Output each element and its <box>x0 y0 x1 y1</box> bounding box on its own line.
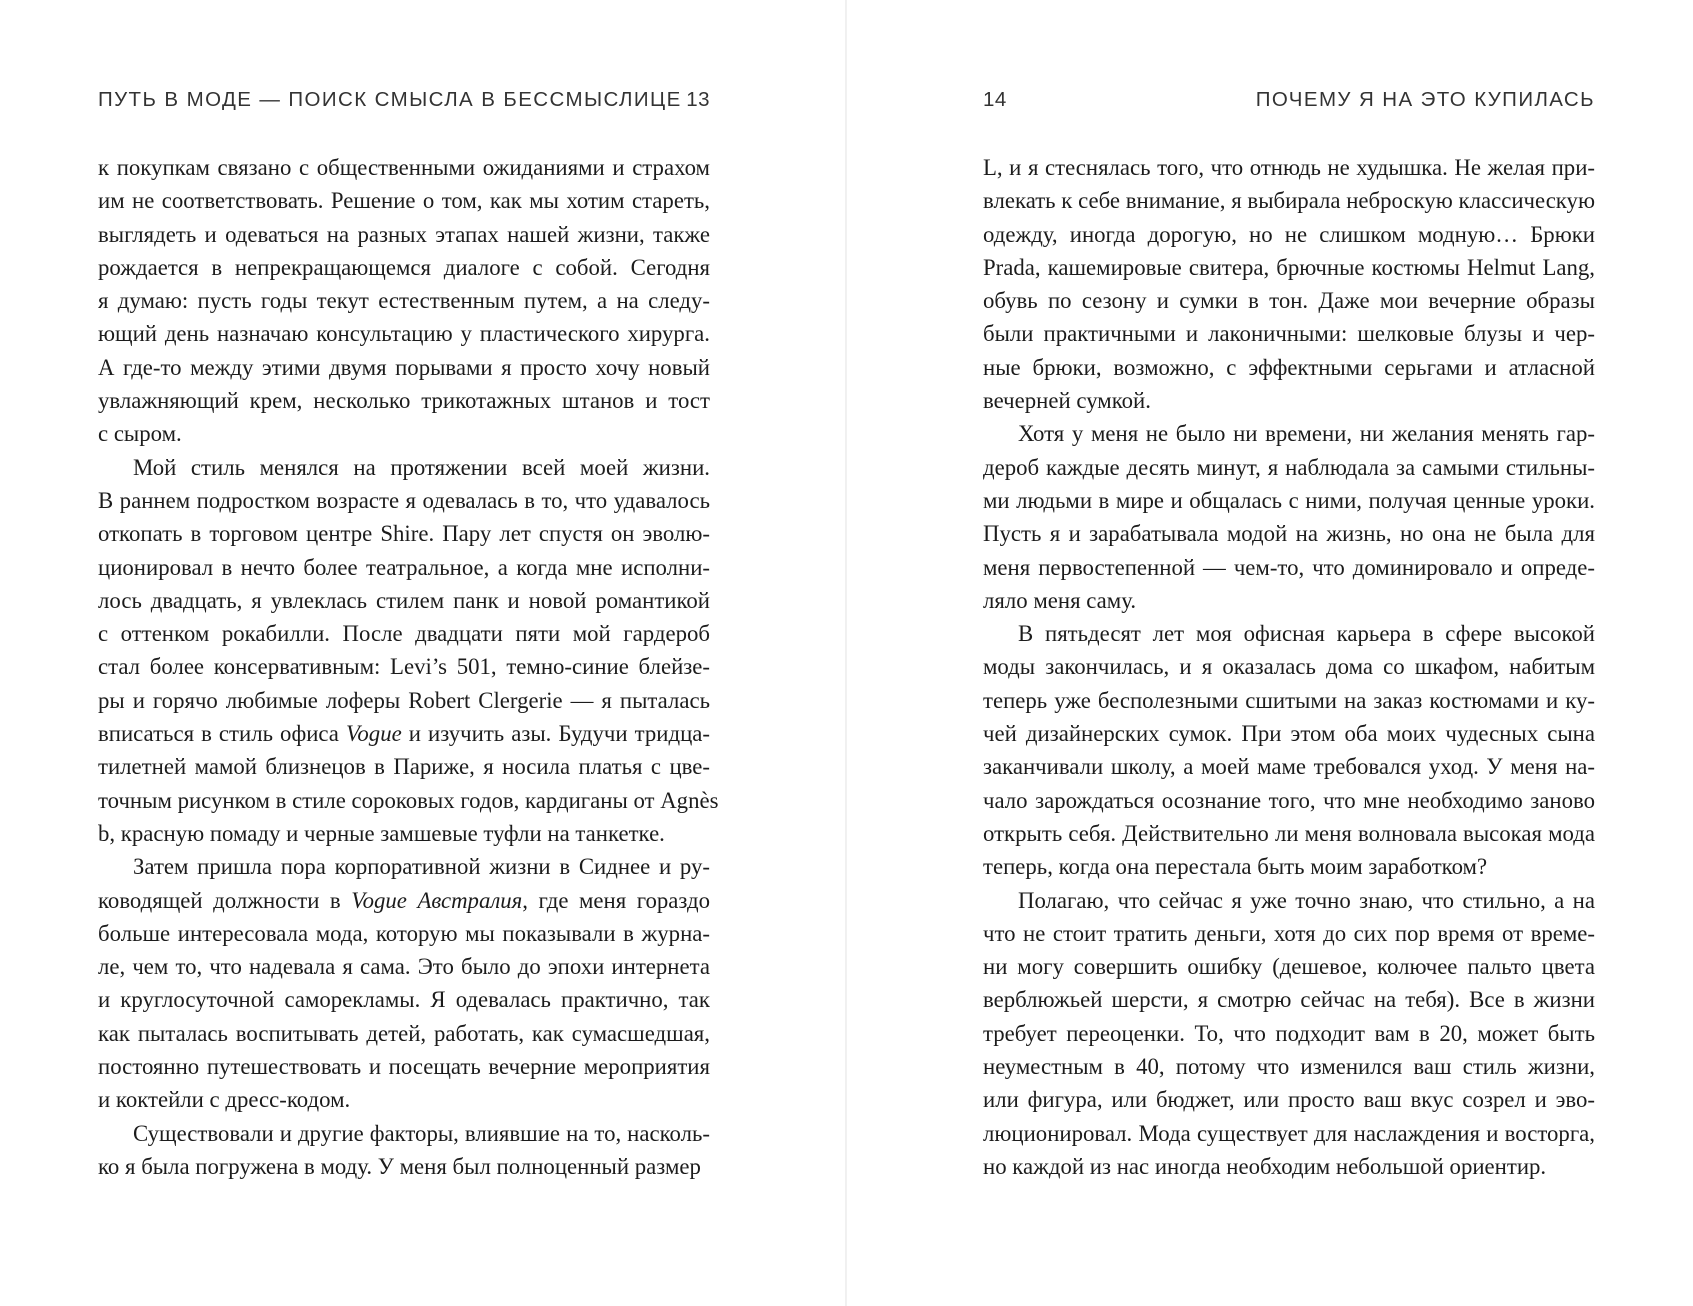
text-line: Prada, кашемировые свитера, брючные костюмы Helmut Lang, <box>983 254 1595 280</box>
text-line: ляло меня саму. <box>983 587 1137 613</box>
text-line: чало зарождаться осознание того, что мне необходимо заново <box>983 787 1595 813</box>
paragraph <box>983 884 1595 1184</box>
right-page <box>983 0 1595 1306</box>
text-line: Мой стиль менялся на протяжении всей моей жизни. <box>133 454 710 480</box>
paragraph <box>983 417 1595 617</box>
text-line: одежду, иногда дорогую, но не слишком модную… Брюки <box>983 221 1595 247</box>
text-line: к покупкам связано с общественными ожиданиями и страхом <box>98 155 710 180</box>
text-line: но каждой из нас иногда необходим небольшой ориентир. <box>983 1153 1547 1179</box>
text-line: А где-то между этими двумя порывами я просто хочу новый <box>98 354 710 380</box>
left-running-head <box>98 88 710 120</box>
text-line: увлажняющий крем, несколько трикотажных штанов и тост <box>98 388 710 414</box>
left-page-number: 13 <box>686 88 710 111</box>
text-line: лось двадцать, я увлеклась стилем панк и новой романтикой <box>98 587 710 613</box>
text-line: и круглосуточной саморекламы. Я одевалась практично, так <box>98 987 710 1013</box>
text-line: вечерней сумкой. <box>983 388 1151 414</box>
text-line: им не соответствовать. Решение о том, как мы хотим стареть, <box>98 188 710 214</box>
text-line: неуместным в 40, потому что изменился ваш стиль жизни, <box>983 1054 1595 1080</box>
text-line: моды закончилась, и я оказалась дома со шкафом, набитым <box>983 654 1595 680</box>
text-line: ми людьми в мире и общалась с ними, получая ценные уроки. <box>983 487 1595 513</box>
book-gutter <box>845 0 847 1306</box>
text-line: ко я была погружена в моду. У меня был полноценный размер <box>98 1153 701 1179</box>
text-line: точным рисунком в стиле сороковых годов, кардиганы от Agnès <box>98 787 719 813</box>
text-line: с сыром. <box>98 421 182 447</box>
text-line: рождается в непрекращающемся диалоге с собой. Сегодня <box>98 254 710 280</box>
text-line: ле, чем то, что надевала я сама. Это было до эпохи интернета <box>98 954 710 980</box>
text-line: Хотя у меня не было ни времени, ни желания менять гар- <box>1018 421 1595 447</box>
text-line: люционировал. Мода существует для наслаждения и восторга, <box>983 1120 1595 1146</box>
text-line: влекать к себе внимание, я выбирала неброскую классическую <box>983 188 1595 214</box>
right-body-text <box>983 151 1595 1183</box>
text-line: Затем пришла пора корпоративной жизни в Сиднее и ру- <box>133 854 710 880</box>
text-line: В раннем подростком возрасте я одевалась в то, что удавалось <box>98 487 710 513</box>
text-line: обувь по сезону и сумки в тон. Даже мои вечерние образы <box>983 288 1595 314</box>
text-line: откопать в торговом центре Shire. Пару лет спустя он эволю- <box>98 521 711 547</box>
text-line: как пыталась воспитывать детей, работать, как сумасшедшая, <box>98 1020 710 1046</box>
right-running-head <box>983 88 1595 120</box>
text-line: больше интересовала мода, которую мы показывали в журна- <box>98 920 710 946</box>
text-line: верблюжьей шерсти, я смотрю сейчас на тебя). Все в жизни <box>983 987 1595 1013</box>
paragraph <box>983 151 1595 417</box>
left-running-head-title: ПУТЬ В МОДЕ — ПОИСК СМЫСЛА В БЕССМЫСЛИЦЕ <box>98 88 682 111</box>
left-page <box>98 0 719 1306</box>
text-line: дероб каждые десять минут, я наблюдала за самыми стильны- <box>983 454 1595 480</box>
text-line: или фигура, или бюджет, или просто ваш вкус созрел и эво- <box>983 1087 1595 1113</box>
paragraph <box>983 617 1595 883</box>
text-line: были практичными и лаконичными: шелковые блузы и чер- <box>983 321 1595 347</box>
paragraph <box>98 451 719 851</box>
text-line: ционировал в нечто более театральное, а когда мне исполни- <box>98 554 710 580</box>
text-line: что не стоит тратить деньги, хотя до сих пор время от време- <box>983 920 1595 946</box>
text-line: меня первостепенной — чем-то, что доминировало и опреде- <box>983 554 1595 580</box>
right-running-head-title: ПОЧЕМУ Я НА ЭТО КУПИЛАСЬ <box>1255 88 1595 111</box>
text-line: ры и горячо любимые лоферы Robert Clergerie — я пыталась <box>98 687 710 713</box>
text-line: ни могу совершить ошибку (дешевое, колючее пальто цвета <box>983 954 1595 980</box>
text-line: тилетней мамой близнецов в Париже, я носила платья с цве- <box>98 754 710 780</box>
text-line: Существовали и другие факторы, влиявшие на то, насколь- <box>133 1120 710 1146</box>
text-line: открыть себя. Действительно ли меня волновала высокая мода <box>983 820 1595 846</box>
text-line: теперь, когда она перестала быть моим заработком? <box>983 854 1488 880</box>
text-line: ющий день назначаю консультацию у пластического хирурга. <box>98 321 710 347</box>
text-line: с оттенком рокабилли. После двадцати пяти мой гардероб <box>98 621 710 647</box>
text-line: Пусть я и зарабатывала модой на жизнь, но она не была для <box>983 521 1595 547</box>
text-line: требует переоценки. То, что подходит вам в 20, может быть <box>983 1020 1595 1046</box>
right-page-number: 14 <box>983 88 1007 111</box>
text-line: ководящей должности в Vogue Австралия, где меня гораздо <box>98 887 711 913</box>
paragraph <box>98 1117 710 1184</box>
text-line: заканчивали школу, а моей маме требовался уход. У меня на- <box>983 754 1595 780</box>
paragraph <box>98 850 710 1116</box>
text-line: чей дизайнерских сумок. При этом оба моих чудесных сына <box>983 721 1595 747</box>
text-line: L, и я стеснялась того, что отнюдь не худышка. Не желая при- <box>983 155 1595 180</box>
left-body-text <box>98 151 719 1183</box>
text-line: В пятьдесят лет моя офисная карьера в сфере высокой <box>1018 621 1595 647</box>
text-line: выглядеть и одеваться на разных этапах нашей жизни, также <box>98 221 710 247</box>
text-line: ные брюки, возможно, с эффектными серьгами и атласной <box>983 354 1595 380</box>
text-line: b, красную помаду и черные замшевые туфли на танкетке. <box>98 820 665 846</box>
text-line: теперь уже бесполезными сшитыми на заказ костюмами и ку- <box>983 687 1595 713</box>
paragraph <box>98 151 710 451</box>
text-line: постоянно путешествовать и посещать вечерние мероприятия <box>98 1054 710 1080</box>
text-line: Полагаю, что сейчас я уже точно знаю, что стильно, а на <box>1018 887 1595 913</box>
text-line: стал более консервативным: Levi’s 501, темно-синие блейзе- <box>98 654 710 680</box>
text-line: и коктейли с дресс-кодом. <box>98 1087 351 1113</box>
text-line: вписаться в стиль офиса Vogue и изучить азы. Будучи тридца- <box>98 721 710 747</box>
text-line: я думаю: пусть годы текут естественным путем, а на следу- <box>98 288 710 314</box>
